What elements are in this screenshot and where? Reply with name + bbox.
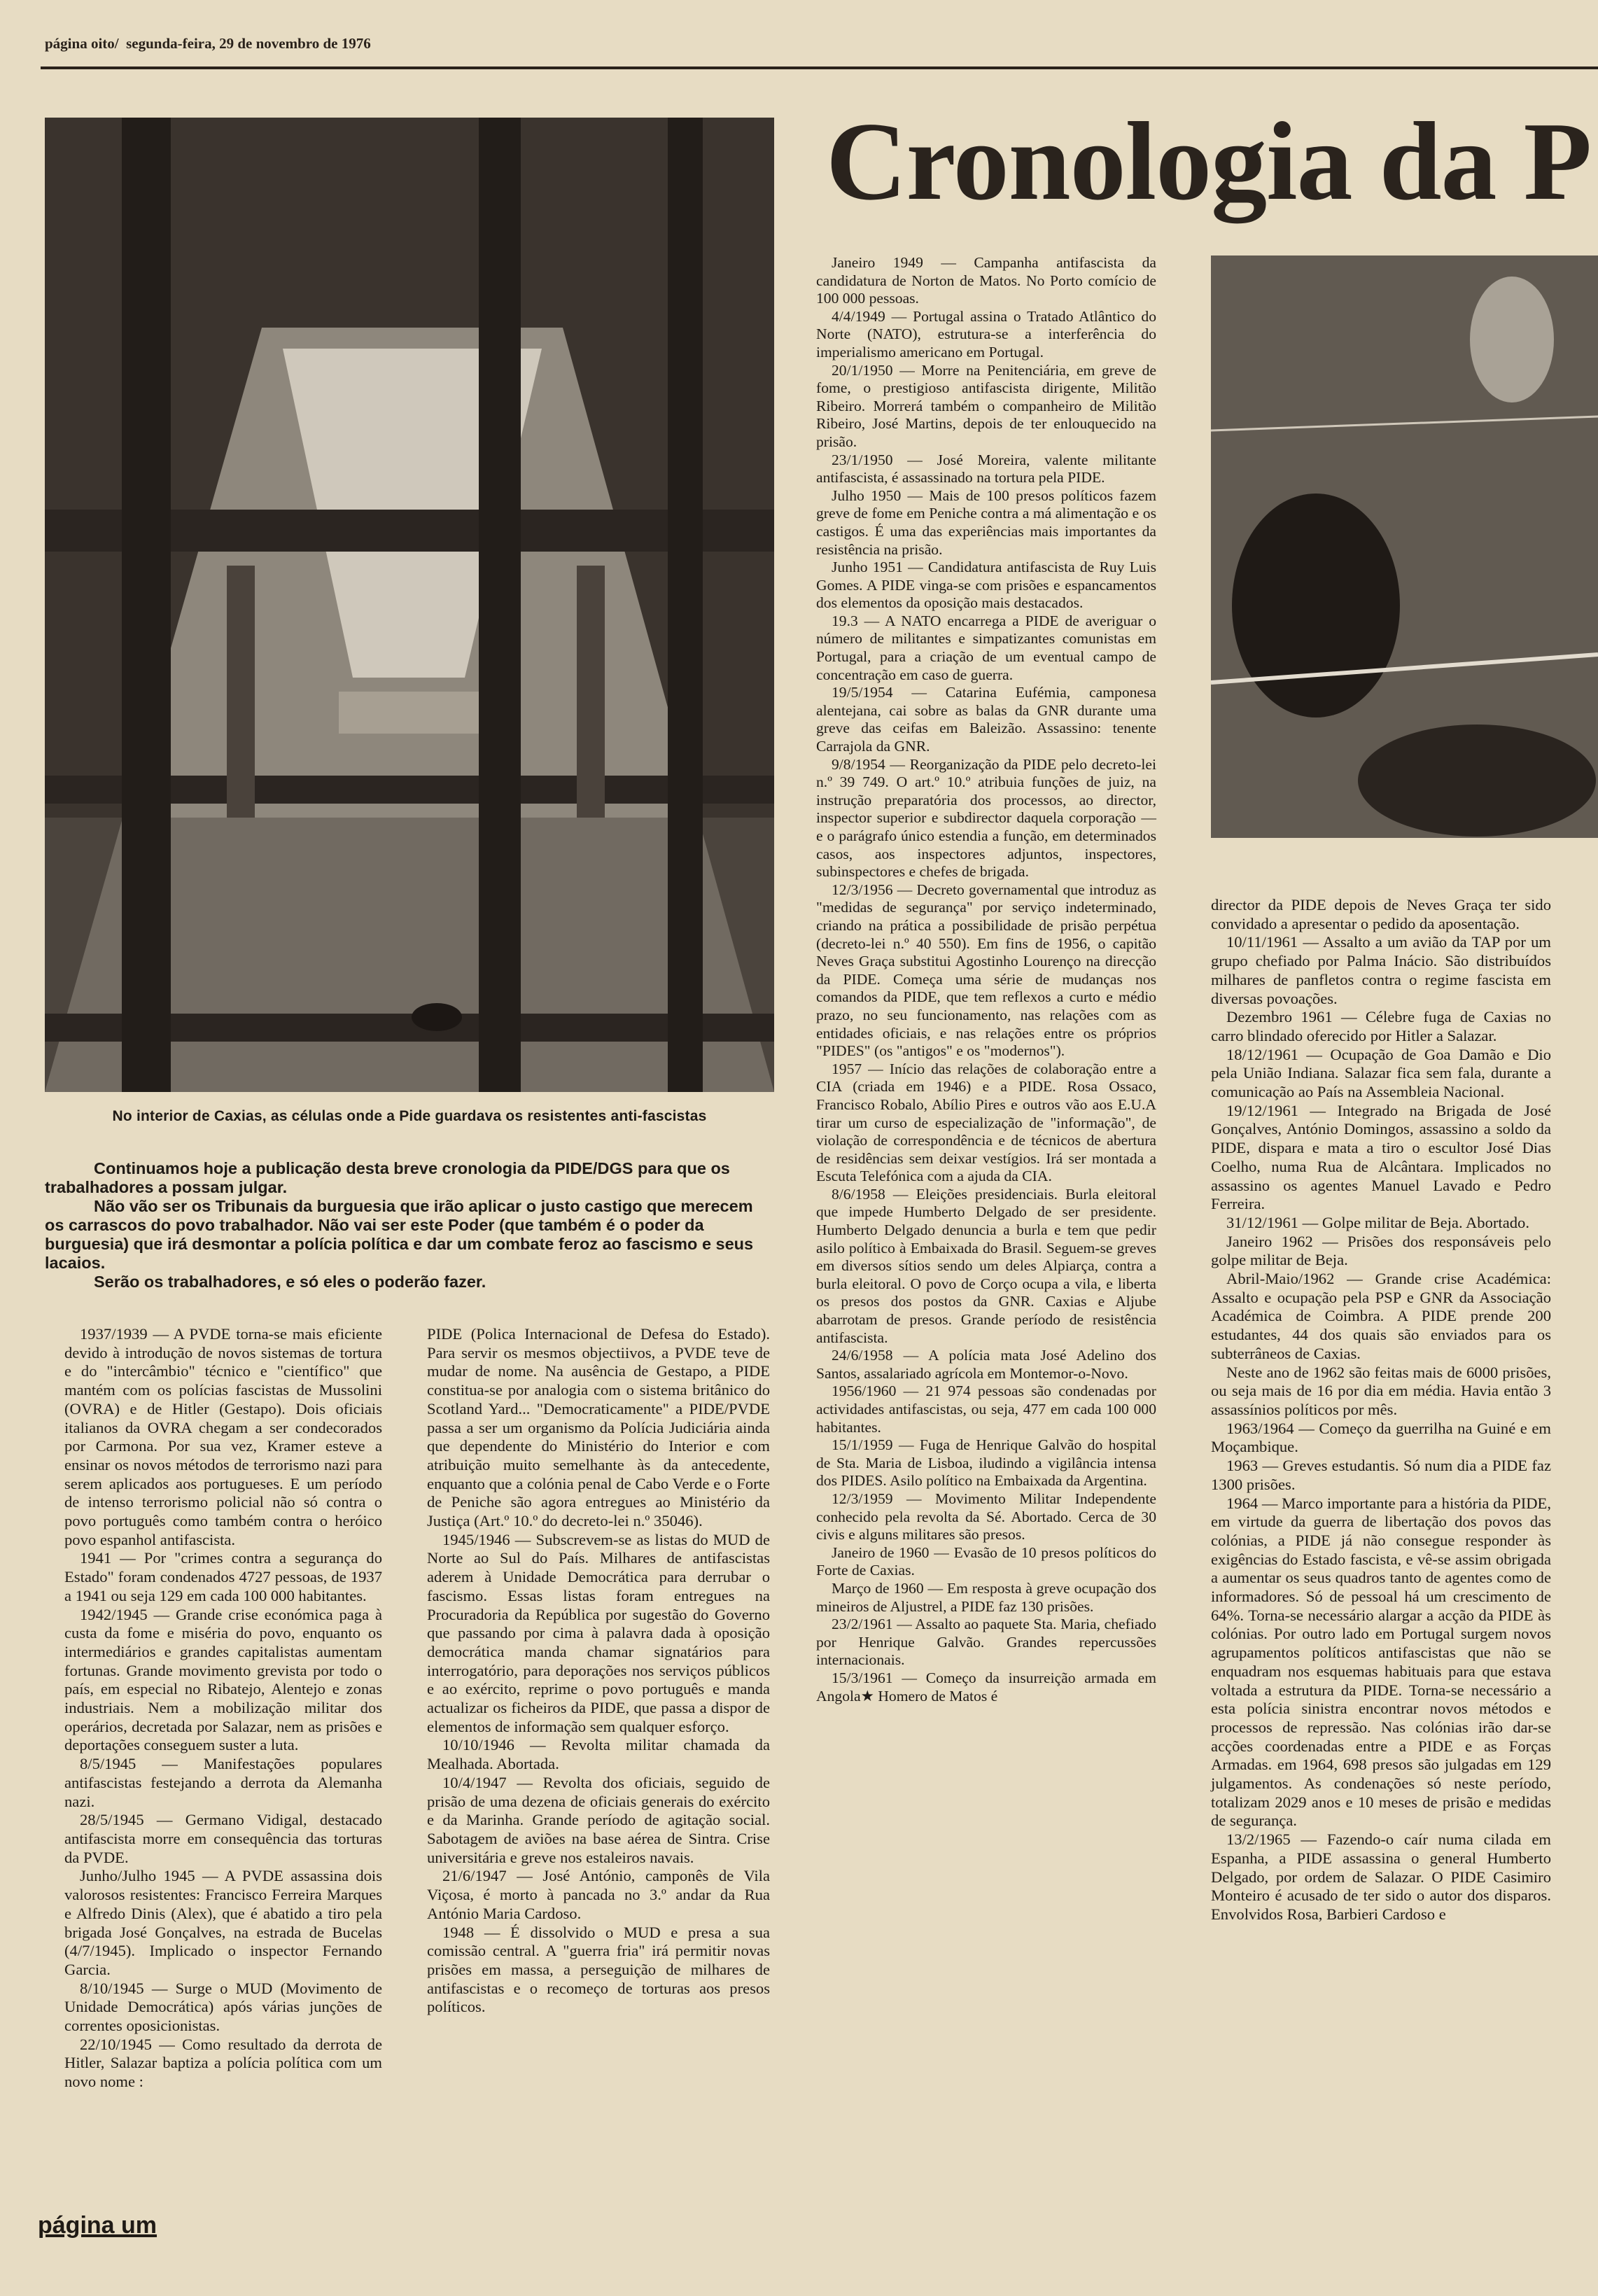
- list-item: 19/5/1954 — Catarina Eufémia, camponesa alentejana, cai sobre as balas da GNR durante uma greve das ceifas em Baleizão. Assassino: tenente Carrajola da GNR.: [816, 684, 1156, 755]
- list-item: 22/10/1945 — Como resultado da derrota de Hitler, Salazar baptiza a polícia política com um novo nome :: [64, 2035, 382, 2091]
- list-item: 8/10/1945 — Surge o MUD (Movimento de Unidade Democrática) após várias junções de correntes oposicionistas.: [64, 1979, 382, 2035]
- list-item: 21/6/1947 — José António, camponês de Vila Viçosa, é morto à pancada no 3.º andar da Rua António Maria Cardoso.: [427, 1867, 770, 1922]
- header-date: segunda-feira, 29 de novembro de 1976: [126, 35, 371, 52]
- list-item: 24/6/1958 — A polícia mata José Adelino dos Santos, assalariado agrícola em Montemor-o-Novo.: [816, 1347, 1156, 1382]
- list-item: Junho/Julho 1945 — A PVDE assassina dois valorosos resistentes: Francisco Ferreira Marques e Alfredo Dinis (Alex), que é abatido a tiro pela brigada José Gonçalves, na estrada de Bucelas (4/7/1945). Implicado o inspector Fernando Garcia.: [64, 1867, 382, 1978]
- list-item: 10/11/1961 — Assalto a um avião da TAP por um grupo chefiado por Palma Inácio. São distribuídos milhares de panfletos contra o regime fascista em diversas povoações.: [1211, 933, 1551, 1007]
- list-item: 8/6/1958 — Eleições presidenciais. Burla eleitoral que impede Humberto Delgado de ser presidente. Humberto Delgado denuncia a burla e tem que pedir asilo político à Embaixada do Brasil. Seguem-se greves em diversos sítios sendo um deles Alpiarça, contra a burla eleitoral. O povo de Corço ocupa a vila, e liberta os presos dos postos da GNR. Caxias e Aljube abarrotam de presos. Grande período de resistência antifascista.: [816, 1185, 1156, 1346]
- list-item: 1963/1964 — Começo da guerrilha na Guiné e em Moçambique.: [1211, 1419, 1551, 1456]
- list-item: 23/2/1961 — Assalto ao paquete Sta. Maria, chefiado por Henrique Galvão. Grandes repercussões internacionais.: [816, 1616, 1156, 1669]
- list-item: PIDE (Polica Internacional de Defesa do Estado). Para servir os mesmos objectiivos, a PVDE teve de mudar de nome. Na ausência de Gestapo, a PIDE constitua-se por analogia com o sistema britânico do Scotland Yard... "Democraticamente" a PIDE/PVDE passa a ser um organismo da Polícia Judiciária ainda que dependente do Ministério do Interior e com atribuição muito semelhante às da antecedente, enquanto que a colónia penal de Cabo Verde e o Forte de Peniche são agora entregues ao Ministério da Justiça (Art.º 10.º do decreto-lei n.º 35046).: [427, 1325, 770, 1530]
- list-item: 1963 — Greves estudantis. Só num dia a PIDE faz 1300 prisões.: [1211, 1457, 1551, 1493]
- list-item: 1941 — Por "crimes contra a segurança do Estado" foram condenados 4727 pessoas, de 1937 a 1941 ou seja 129 em cada 100 000 habitantes.: [64, 1549, 382, 1604]
- list-item: 1937/1939 — A PVDE torna-se mais eficiente devido à introdução de novos sistemas de tortura e do "intercâmbio" técnico e "científico" que mantém com os polícias fascistas de Mussolini (OVRA) e de Hitler (Gestapo). Dois oficiais italianos da OVRA chegam a ser condecorados por Carmona. Por sua vez, Kramer esteve a ensinar os novos métodos de terrorismo nazi para serem aplicados aos portugueses. E um período de intenso terrorismo policial não só contra o povo português como também contra o heróico povo espanhol antifascista.: [64, 1325, 382, 1548]
- list-item: 1964 — Marco importante para a história da PIDE, em virtude da guerra de libertação dos povos das colónias, a PIDE já não consegue responder às exigências do Estado fascista, e vê-se assim obrigada a aumentar os seus quadros tanto de agentes como de informadores. Só de pessoal há um crescimento de 64%. Torna-se necessário alargar a acção da PIDE às colónias. Por outro lado em Portugal surgem novos agrupamentos políticos antifascistas que não se enquadram nos esquemas habituais para que estava voltada a estrutura da PIDE. Torna-se necessário a esta polícia sinistra encontrar novos métodos e processos de repressão. Nas colónias irão dar-se acções coordenadas entre a PIDE e as Forças Armadas. em 1964, 698 presos são julgadas em 129 julgamentos. As condenações só neste período, totalizam 2029 anos e 10 meses de prisão e medidas de segurança.: [1211, 1494, 1551, 1830]
- list-item: 1942/1945 — Grande crise económica paga à custa da fome e miséria do povo, enquanto os intermediários e grandes capitalistas aumentam fortunas. Grande movimento grevista por todo o país, em especial no Ribatejo, Alentejo e zonas industriais. Nem a mobilização militar dos operários, decretada por Salazar, nem as prisões e deportações conseguem suster a luta.: [64, 1605, 382, 1754]
- prison-corridor-photo: [45, 118, 774, 1092]
- list-item: 12/3/1959 — Movimento Militar Independente conhecido pela revolta da Sé. Abortado. Cerca de 30 civis e alguns militares são presos.: [816, 1490, 1156, 1544]
- list-item: 1956/1960 — 21 974 pessoas são condenadas por actividades antifascistas, ou seja, 477 em cada 100 000 habitantes.: [816, 1382, 1156, 1436]
- list-item: 8/5/1945 — Manifestações populares antifascistas festejando a derrota da Alemanha nazi.: [64, 1755, 382, 1810]
- list-item: 15/1/1959 — Fuga de Henrique Galvão do hospital de Sta. Maria de Lisboa, iludindo a vigilância intensa dos PIDES. Asilo político na Embaixada da Argentina.: [816, 1436, 1156, 1490]
- demonstration-photo: [1211, 255, 1598, 838]
- list-item: Dezembro 1961 — Célebre fuga de Caxias no carro blindado oferecido por Hitler a Salazar.: [1211, 1008, 1551, 1044]
- header-page: página oito: [45, 35, 115, 52]
- list-item: 19/12/1961 — Integrado na Brigada de José Gonçalves, António Domingos, assassino a soldo da PIDE, dispara e mata a tiro o escultor José Dias Coelho, numa Rua de Alcântara. Implicados no assassino os agentes Manuel Lavado e Pedro Ferreira.: [1211, 1101, 1551, 1213]
- list-item: 19.3 — A NATO encarrega a PIDE de averiguar o número de militantes e simpatizantes comunistas em Portugal, para a criação de um eventual campo de concentração em caso de guerra.: [816, 612, 1156, 683]
- list-item: 9/8/1954 — Reorganização da PIDE pelo decreto-lei n.º 39 749. O art.º 10.º atribuia funções de juiz, na instrução preparatória dos processos, ao director, inspector superior e subdirector daquela corporação — e o parágrafo único estendia a função, em determinados casos, aos inspectores adjuntos, inspectores, subinspectores e chefes de brigada.: [816, 755, 1156, 881]
- column-4: [1211, 896, 1551, 1924]
- intro-paragraph: Serão os trabalhadores, e só eles o poderão fazer.: [94, 1273, 486, 1291]
- list-item: 23/1/1950 — José Moreira, valente militante antifascista, é assassinado na tortura pela PIDE.: [816, 451, 1156, 486]
- intro-block: [45, 1159, 773, 1292]
- list-item: Neste ano de 1962 são feitas mais de 6000 prisões, ou seja mais de 16 por dia em média. Havia então 3 assassínios políticos por mês.: [1211, 1363, 1551, 1418]
- column-3: [816, 254, 1156, 1705]
- list-item: Janeiro 1949 — Campanha antifascista da candidatura de Norton de Matos. No Porto comício de 100 000 pessoas.: [816, 254, 1156, 307]
- article-title: Cronologia da P: [826, 99, 1592, 223]
- list-item: 28/5/1945 — Germano Vidigal, destacado antifascista morre em consequência das torturas da PVDE.: [64, 1811, 382, 1866]
- list-item: Janeiro de 1960 — Evasão de 10 presos políticos do Forte de Caxias.: [816, 1544, 1156, 1579]
- list-item: Julho 1950 — Mais de 100 presos políticos fazem greve de fome em Peniche contra a má alimentação e os castigos. É uma das experiências mais importantes da resistência na prisão.: [816, 486, 1156, 558]
- photo-caption: No interior de Caxias, as células onde a Pide guardava os resistentes anti-fascistas: [112, 1108, 707, 1124]
- list-item: director da PIDE depois de Neves Graça ter sido convidado a apresentar o pedido da aposentação.: [1211, 896, 1551, 932]
- intro-paragraph: Continuamos hoje a publicação desta breve cronologia da PIDE/DGS para que os trabalhadores a possam julgar.: [45, 1159, 730, 1196]
- list-item: 31/12/1961 — Golpe militar de Beja. Abortado.: [1226, 1213, 1529, 1231]
- list-item: 1948 — É dissolvido o MUD e presa a sua comissão central. A "guerra fria" irá permitir novas prisões em massa, a perseguição de milhares de antifascistas e o recomeço de torturas aos presos políticos.: [427, 1923, 770, 2016]
- list-item: Abril-Maio/1962 — Grande crise Académica: Assalto e ocupação pela PSP e GNR da Associação Académica de Coimbra. A PIDE prende 200 estudantes, 44 dos quais são enviados para os subterrâneos de Caxias.: [1211, 1270, 1551, 1362]
- footer-page-label: página um: [38, 2212, 157, 2239]
- intro-paragraph: Não vão ser os Tribunais da burguesia que irão aplicar o justo castigo que merecem os carrascos do povo trabalhador. Não vai ser este Poder (que também é o poder da burguesia) que irá desmontar a polícia política e dar um combate feroz ao fascismo e seus lacaios.: [45, 1197, 754, 1272]
- header-separator: /: [114, 35, 119, 52]
- list-item: Janeiro 1962 — Prisões dos responsáveis pelo golpe militar de Beja.: [1211, 1232, 1551, 1269]
- column-1: [64, 1325, 382, 2092]
- list-item: 4/4/1949 — Portugal assina o Tratado Atlântico do Norte (NATO), estrutura-se a interferência do imperialismo americano em Portugal.: [816, 307, 1156, 360]
- list-item: 18/12/1961 — Ocupação de Goa Damão e Dio pela União Indiana. Salazar fica sem fala, durante a comunicação ao País na Assembleia Nacional.: [1211, 1045, 1551, 1101]
- page-header: [45, 35, 1598, 52]
- list-item: 12/3/1956 — Decreto governamental que introduz as "medidas de segurança" por serviço indeterminado, criando na prática a possibilidade de prisão perpétua (decreto-lei n.º 40 550). Em fins de 1956, o capitão Neves Graça substitui Agostinho Lourenço na direcção da PIDE. Começa uma série de mudanças nos comandos da PIDE, que tem reflexos a curto e médio prazo, no seu funcionamento, nas relações com as entidades oficiais, e nas relações entre os próprios "PIDES" (os "antigos" e os "modernos").: [816, 881, 1156, 1060]
- list-item: 1957 — Início das relações de colaboração entre a CIA (criada em 1946) e a PIDE. Rosa Ossaco, Francisco Robalo, Abílio Pires e outros vão aos E.U.A tirar um curso de especialização de "informação", de violação de correspondência e de técnicos de abertura de residências sem deixar vestígios. Irá ser montada a Escuta Telefónica com a ajuda da CIA.: [816, 1060, 1156, 1185]
- list-item: 13/2/1965 — Fazendo-o caír numa cilada em Espanha, a PIDE assassina o general Humberto Delgado, por ordem de Salazar. O PIDE Casimiro Monteiro é acusado de ter sido o autor dos disparos. Envolvidos Rosa, Barbieri Cardoso e: [1211, 1830, 1551, 1923]
- list-item: 1945/1946 — Subscrevem-se as listas do MUD de Norte ao Sul do País. Milhares de antifascistas aderem à Unidade Democrática para derrubar o fascismo. Essas listas foram entregues na Procuradoria da República por sugestão do Governo que passando por cima à palavra dada à oposição democrática manda chamar signatários para interrogatório, para deporações nos serviços públicos e ao exército, reprime o povo português e manda actualizar os ficheiros da PIDE, que passa a dispor de elementos de informação sem qualquer esforço.: [427, 1530, 770, 1735]
- list-item: 20/1/1950 — Morre na Penitenciária, em greve de fome, o prestigioso antifascista dirigente, Militão Ribeiro. Morrerá também o companheiro de Militão Ribeiro, José Martins, depois de ter enlouquecido na prisão.: [816, 361, 1156, 450]
- list-item: 15/3/1961 — Começo da insurreição armada em Angola★ Homero de Matos é: [816, 1669, 1156, 1704]
- list-item: Março de 1960 — Em resposta à greve ocupação dos mineiros de Aljustrel, a PIDE faz 130 prisões.: [816, 1579, 1156, 1615]
- list-item: 10/4/1947 — Revolta dos oficiais, seguido de prisão de uma dezena de oficiais generais do exército e da Marinha. Grande período de agitação social. Sabotagem de aviões na base aérea de Sintra. Crise universitária e greve nos estaleiros navais.: [427, 1773, 770, 1866]
- list-item: Junho 1951 — Candidatura antifascista de Ruy Luis Gomes. A PIDE vinga-se com prisões e espancamentos dos elementos da oposição mais destacados.: [816, 559, 1156, 612]
- header-rule: [41, 66, 1598, 69]
- column-2: [427, 1325, 770, 2017]
- list-item: 10/10/1946 — Revolta militar chamada da Mealhada. Abortada.: [427, 1736, 770, 1773]
